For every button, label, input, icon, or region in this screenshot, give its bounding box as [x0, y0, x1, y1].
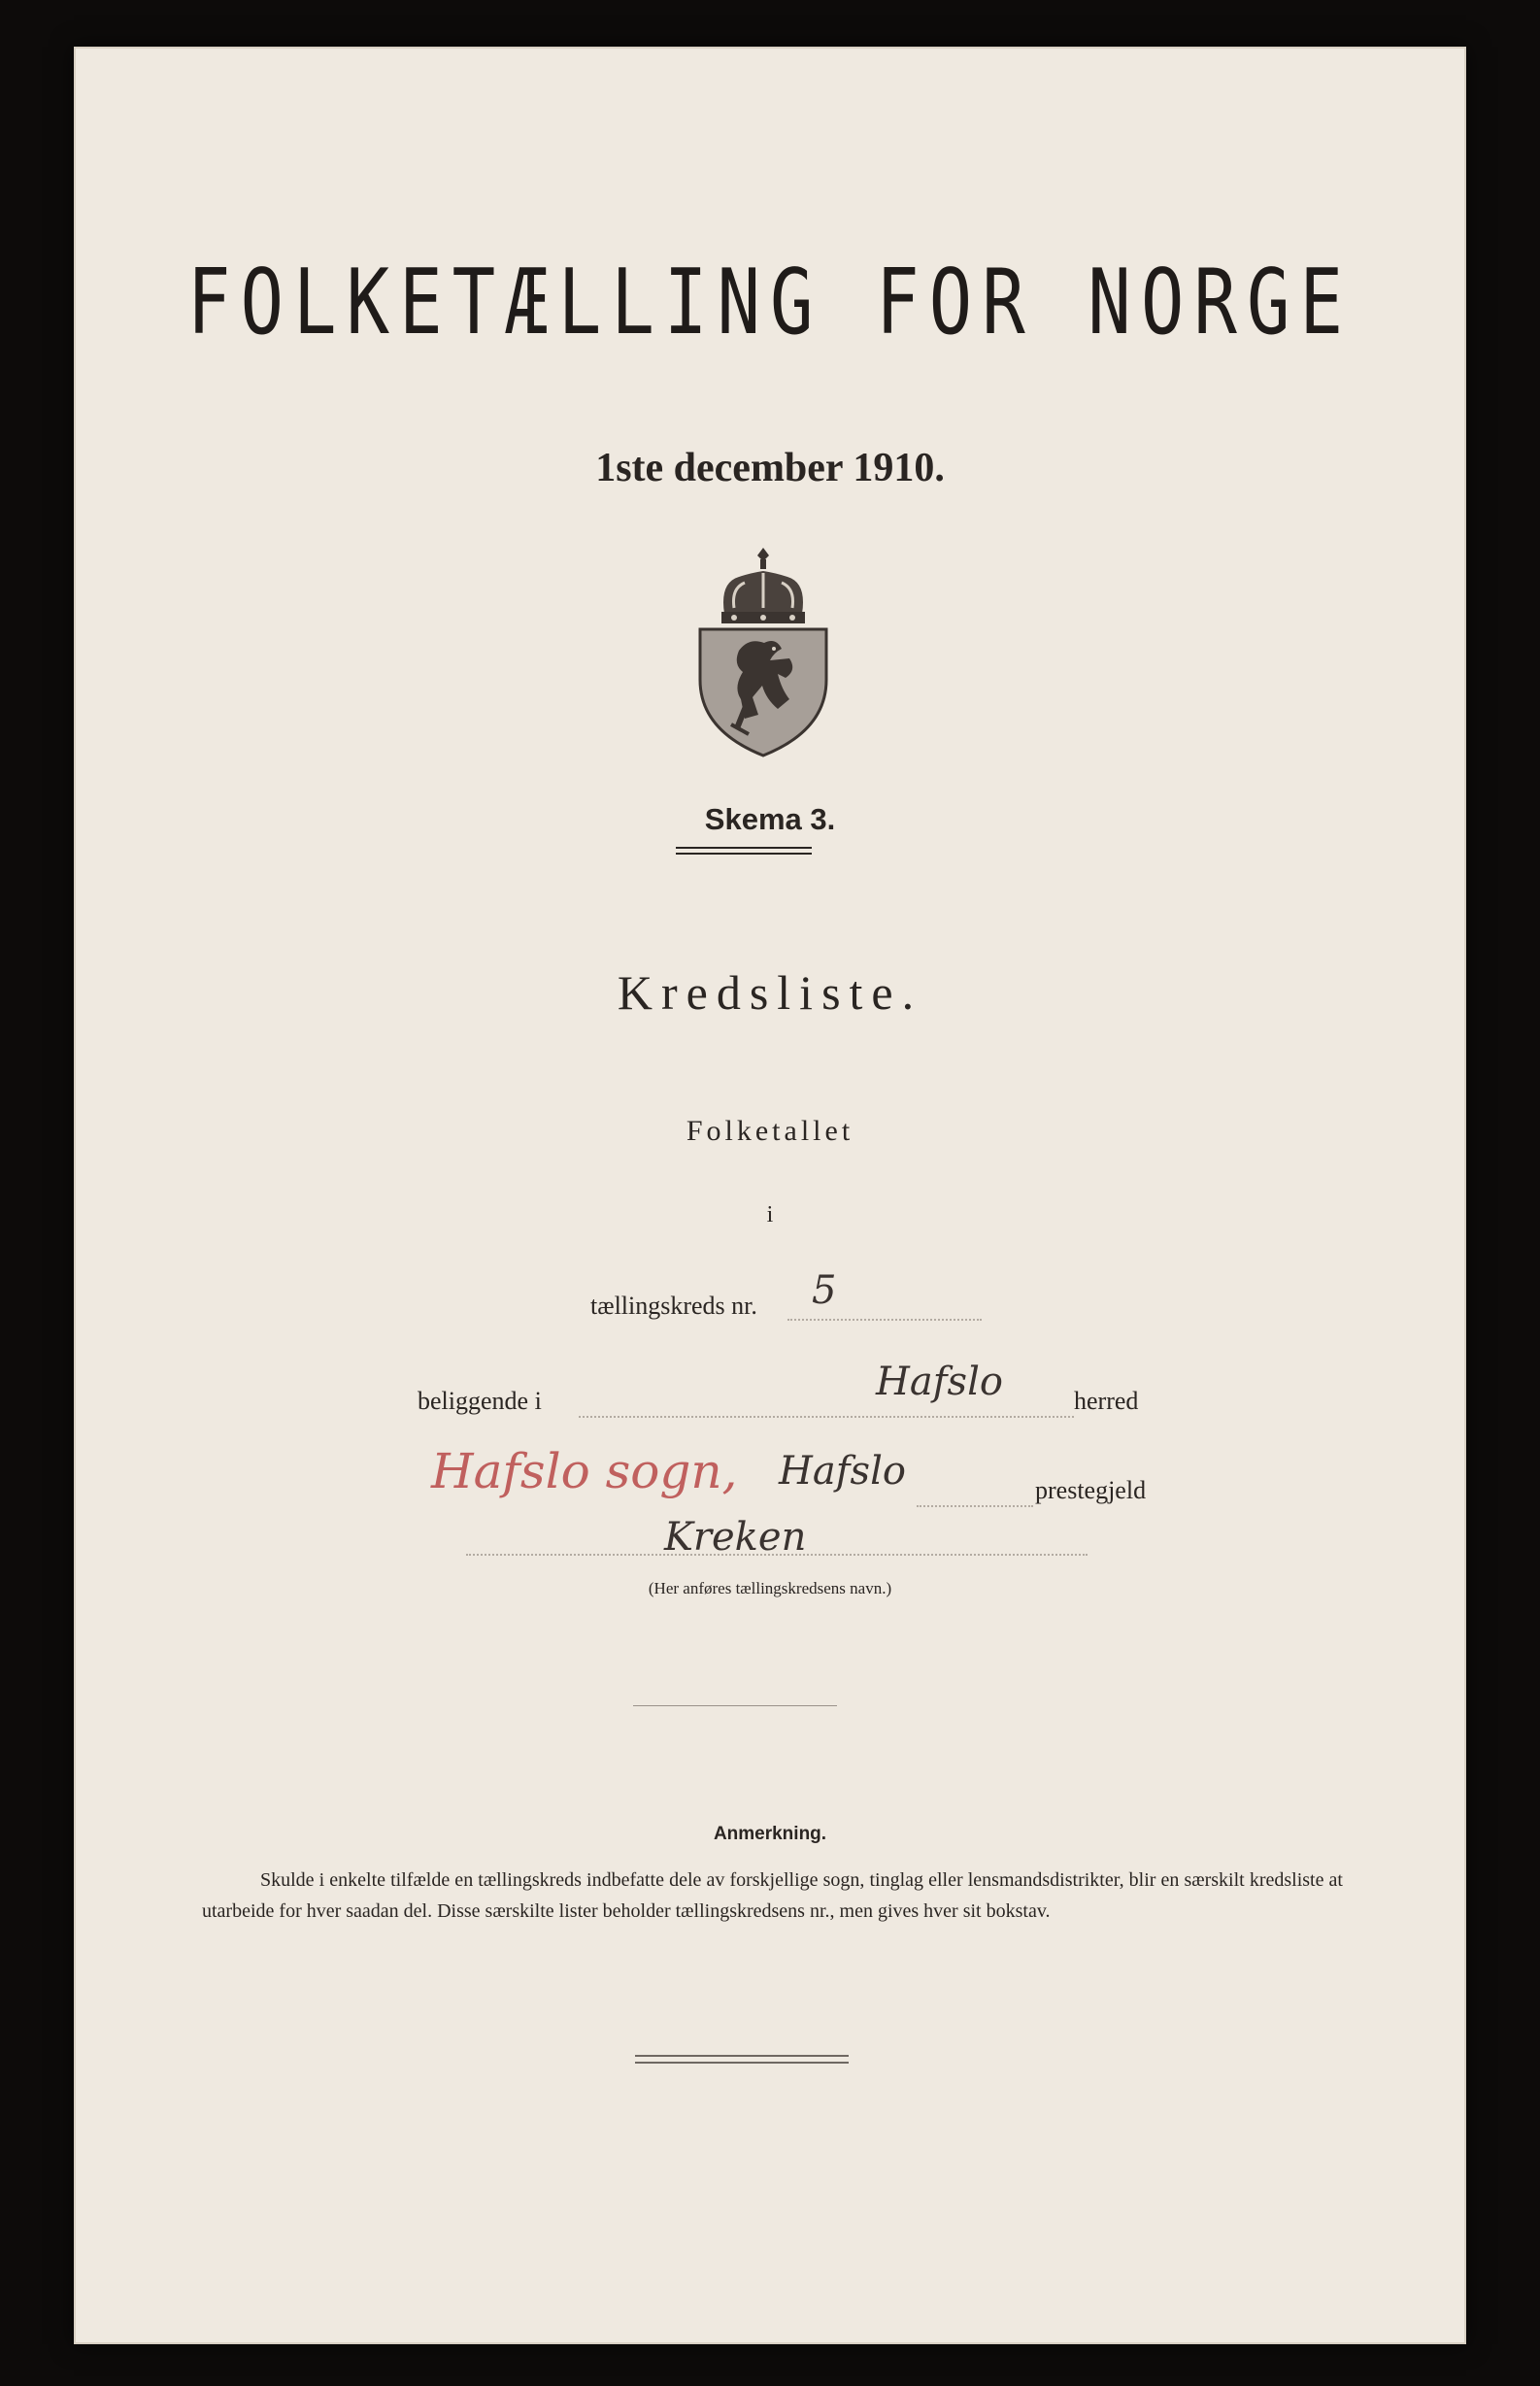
prestegjeld-value: Hafslo — [779, 1449, 906, 1494]
note-title: Anmerkning. — [713, 1824, 827, 1844]
bottom-rule-2 — [635, 2062, 849, 2064]
district-name: Kreken — [664, 1515, 807, 1560]
district-number-line — [787, 1319, 982, 1321]
herred-label: herred — [1074, 1387, 1139, 1415]
prestegjeld-line — [917, 1505, 1033, 1507]
schema-underline-1 — [676, 847, 812, 849]
herred-value: Hafslo — [876, 1360, 1003, 1404]
schema-underline-2 — [676, 853, 812, 855]
district-label: tællingskreds nr. — [590, 1292, 757, 1320]
census-form-page — [74, 47, 1466, 2344]
located-label: beliggende i — [418, 1387, 542, 1415]
list-title: Kredsliste. — [617, 965, 923, 1020]
parish-value: Hafslo sogn, — [431, 1443, 738, 1499]
document-title: FOLKETÆLLING FOR NORGE — [186, 251, 1354, 355]
district-name-hint: (Her anføres tællingskredsens navn.) — [648, 1579, 892, 1597]
conjunction: i — [766, 1202, 774, 1227]
norwegian-coat-of-arms-icon — [681, 544, 846, 757]
prestegjeld-label: prestegjeld — [1035, 1476, 1147, 1504]
separator-rule — [633, 1705, 837, 1706]
herred-line — [579, 1416, 1074, 1418]
bottom-rule-1 — [635, 2055, 849, 2057]
census-date: 1ste december 1910. — [595, 446, 945, 490]
subtitle: Folketallet — [686, 1115, 854, 1147]
schema-number: Skema 3. — [704, 802, 836, 836]
note-text: Skulde i enkelte tilfælde en tællingskreds indbefatte dele av forskjellige sogn, tinglag eller lensmandsdistrikter, blir en særskilt kredsliste at utarbeide for hver saadan del. Disse særskilte lister beholder tællingskredsens nr., men gives hver sit bokstav. — [202, 1869, 1343, 1922]
district-number: 5 — [812, 1268, 837, 1313]
